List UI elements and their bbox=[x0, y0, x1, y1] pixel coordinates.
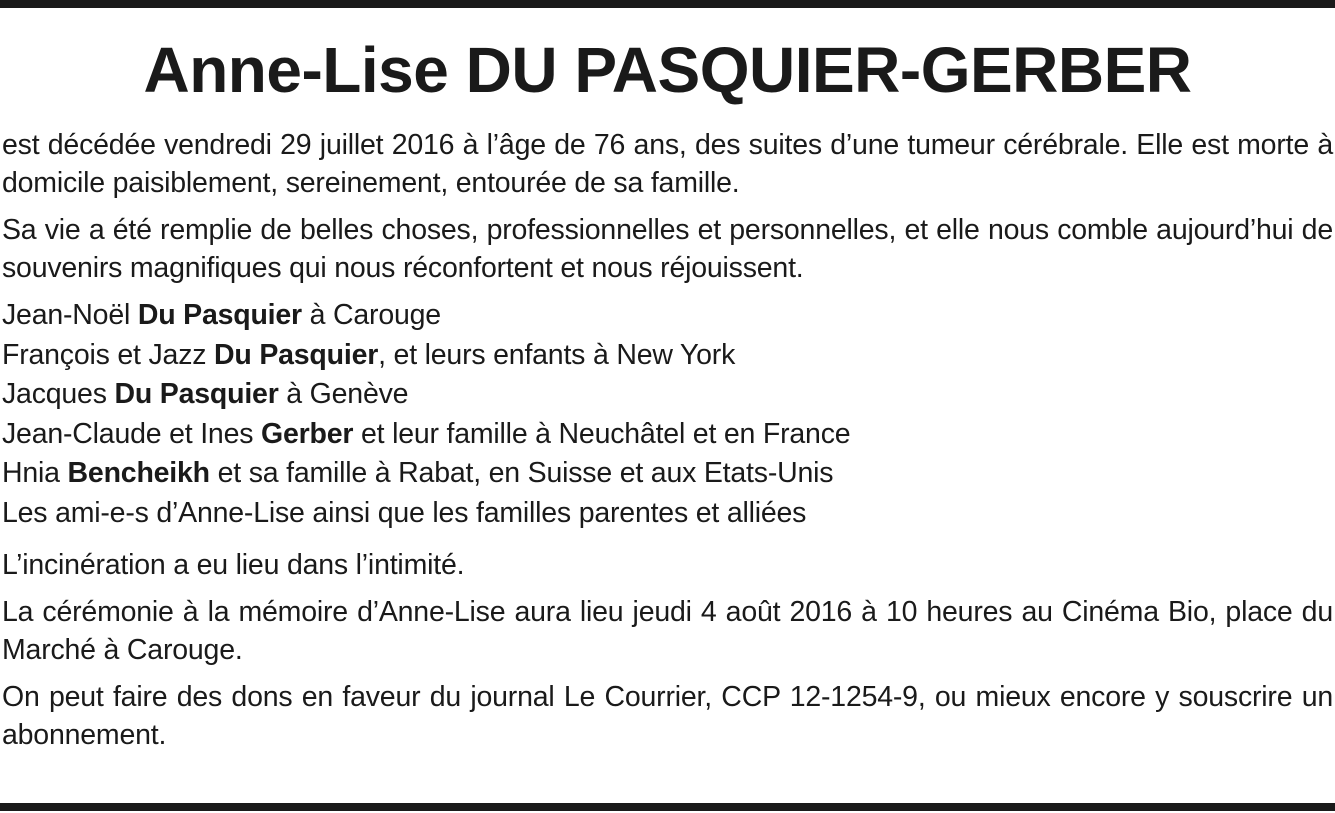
cremation-paragraph: L’incinération a eu lieu dans l’intimité. bbox=[2, 548, 465, 581]
bottom-rule bbox=[0, 803, 1335, 811]
family-line bbox=[2, 375, 1333, 415]
family-line-prefix: Jacques bbox=[2, 378, 115, 411]
family-list bbox=[2, 296, 1333, 534]
donations-paragraph: On peut faire des dons en faveur du journal Le Courrier, CCP 12-1254-9, ou mieux encore y souscrire un abonnement. bbox=[2, 680, 1333, 751]
family-line-suffix: à Carouge bbox=[301, 299, 441, 331]
family-line-suffix: à Genève bbox=[278, 378, 409, 411]
death-announcement-paragraph: est décédée vendredi 29 juillet 2016 à l’âge de 76 ans, des suites d’une tumeur cérébrale. Elle est morte à domicile paisiblement, sereinement, entourée de sa famille. bbox=[2, 129, 1333, 199]
family-surname: Du Pasquier bbox=[114, 378, 279, 411]
family-line-suffix: et leur famille à Neuchâtel et en France bbox=[353, 417, 851, 450]
top-rule bbox=[0, 0, 1335, 8]
notice-body bbox=[2, 126, 1333, 763]
family-surname: Du Pasquier bbox=[137, 299, 302, 331]
family-line-prefix: Jean-Claude et Ines bbox=[2, 417, 261, 450]
family-line-prefix: Les ami-e-s d’Anne-Lise ainsi que les familles parentes et alliées bbox=[2, 496, 807, 529]
family-line bbox=[2, 296, 1333, 336]
family-line-suffix: et sa famille à Rabat, en Suisse et aux Etats-Unis bbox=[209, 457, 834, 490]
family-surname: Gerber bbox=[261, 417, 354, 450]
page-title: Anne-Lise DU PASQUIER-GERBER bbox=[143, 34, 1192, 106]
family-line bbox=[2, 494, 1333, 534]
family-line bbox=[2, 415, 1333, 455]
family-line-prefix: Jean-Noël bbox=[2, 299, 138, 331]
family-line bbox=[2, 336, 1333, 376]
family-line-prefix: Hnia bbox=[2, 457, 68, 490]
family-line-prefix: François et Jazz bbox=[2, 338, 215, 371]
family-line-suffix: , et leurs enfants à New York bbox=[378, 338, 736, 371]
family-surname: Du Pasquier bbox=[214, 338, 379, 371]
ceremony-paragraph: La cérémonie à la mémoire d’Anne-Lise aura lieu jeudi 4 août 2016 à 10 heures au Cinéma Bio, place du Marché à Carouge. bbox=[2, 595, 1333, 666]
family-surname: Bencheikh bbox=[67, 457, 210, 490]
family-line bbox=[2, 454, 1333, 494]
life-paragraph: Sa vie a été remplie de belles choses, professionnelles et personnelles, et elle nous comble aujourd’hui de souvenirs magnifiques qui nous réconfortent et nous réjouissent. bbox=[2, 214, 1333, 284]
